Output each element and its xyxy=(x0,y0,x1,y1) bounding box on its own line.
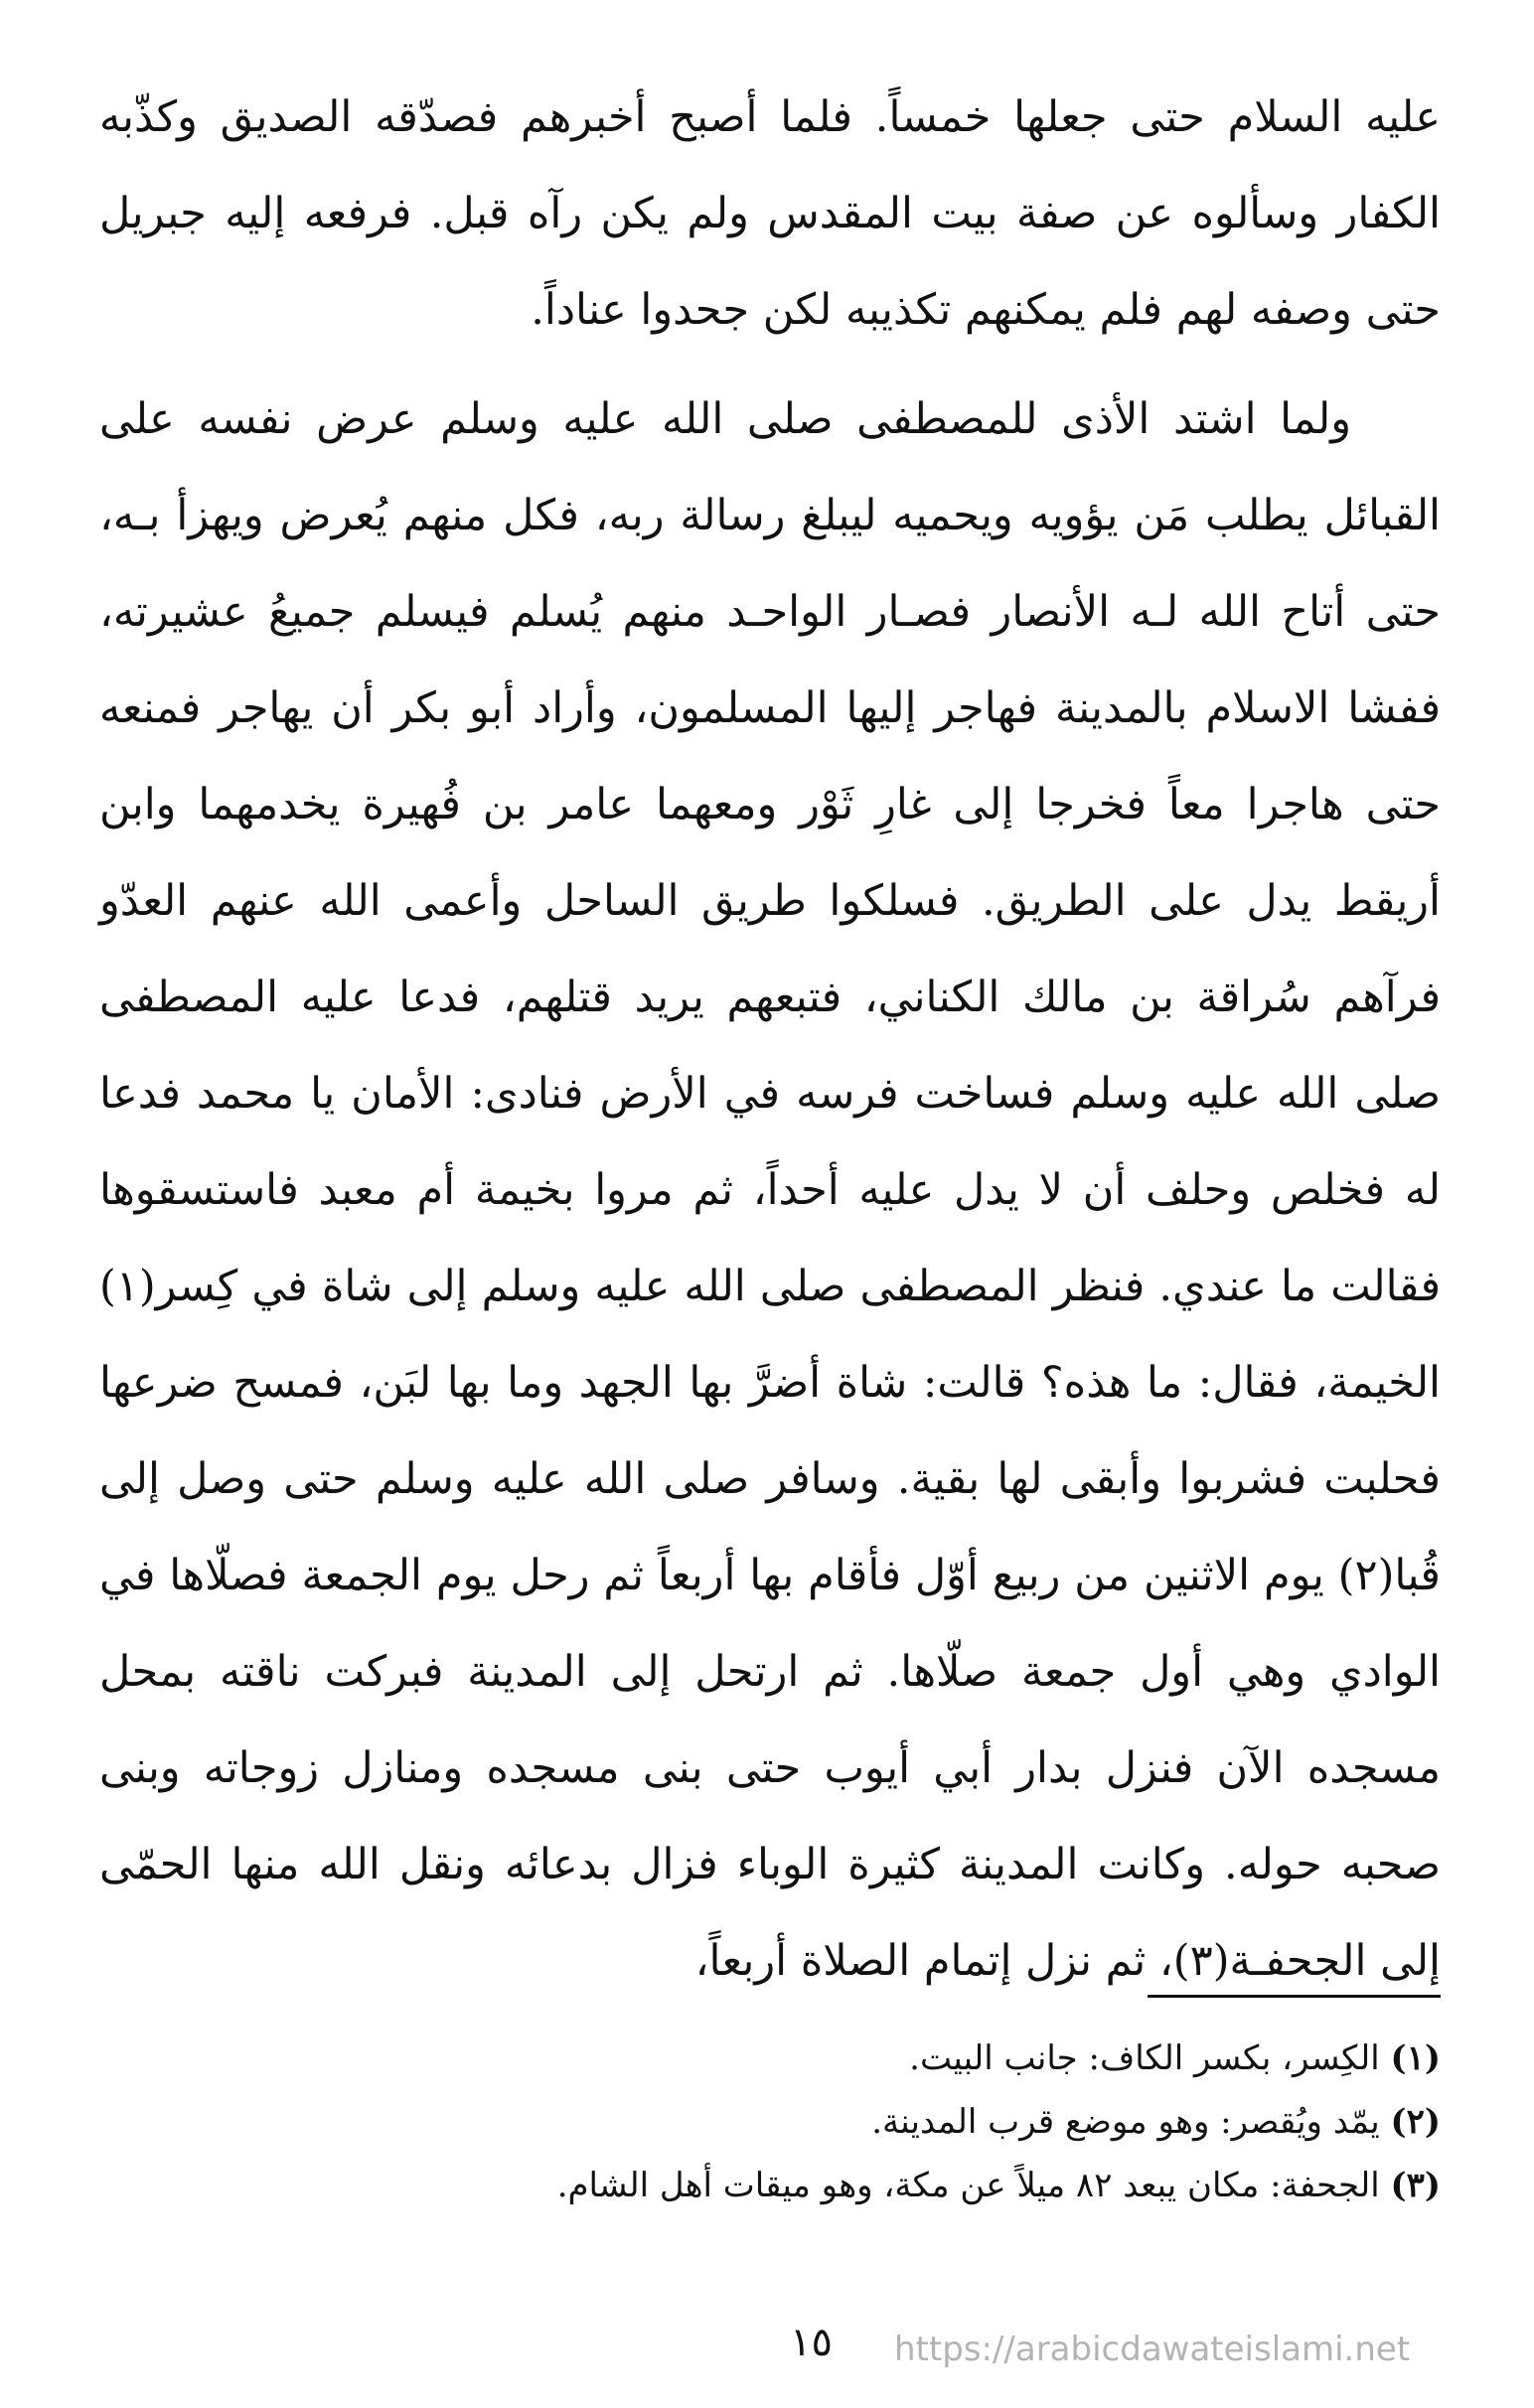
paragraph-2: ولما اشتد الأذى للمصطفى صلى الله عليه وسلم عرض نفسه على القبائل يطلب مَن يؤويه ويحميه ليبلغ رسالة ربه، فكل منهم يُعرض ويهزأ بـه، حتى أتاح الله لـه الأنصار فصـار الواحـد منهم يُسلم فيسلم جميعُ عشيرته، ففشا الاسلام بالمدينة فهاجر إليها المسلمون، وأراد أبو بكر أن يهاجر فمنعه حتى هاجرا معاً فخرجا إلى غارِ ثَوْر ومعهما عامر بن فُهيرة يخدمهما وابن أريقط يدل على الطريق. فسلكوا طريق الساحل وأعمى الله عنهم العدّو فرآهم سُراقة بن مالك الكناني، فتبعهم يريد قتلهم، فدعا عليه المصطفى صلى الله عليه وسلم فساخت فرسه في الأرض فنادى: الأمان يا محمد فدعا له فخلص وحلف أن لا يدل عليه أحداً، ثم مروا بخيمة أم معبد فاستسقوها فقالت ما عندي. فنظر المصطفى صلى الله عليه وسلم إلى شاة في كِسر(١) الخيمة، فقال: ما هذه؟ قالت: شاة أضرَّ بها الجهد وما بها لبَن، فمسح ضرعها فحلبت فشربوا وأبقى لها بقية. وسافر صلى الله عليه وسلم حتى وصل إلى قُبا(٢) يوم الاثنين من ربيع أوّل فأقام بها أربعاً ثم رحل يوم الجمعة فصلّاها في الوادي وهي أول جمعة صلّاها. ثم ارتحل إلى المدينة فبركت ناقته بمحل مسجده الآن فنزل بدار أبي أيوب حتى بنى مسجده ومنازل زوجاته وبنى صحبه حوله. وكانت المدينة كثيرة الوباء فزال بدعائه ونقل الله منها الحمّى إلى الجحفـة(٣)، ثم نزل إتمام الصلاة أربعاً، xyxy=(99,394,1441,1986)
footnote-text: الجحفة: مكان يبعد ٨٢ ميلاً عن مكة، وهو ميقات أهل الشام. xyxy=(556,2166,1380,2205)
footnote-text: الكِسر، بكسر الكاف: جانب البيت. xyxy=(909,2038,1380,2078)
footnote-number: (١) xyxy=(1390,2038,1441,2078)
footnotes xyxy=(298,2027,1441,2217)
paragraph-1: عليه السلام حتى جعلها خمساً. فلما أصبح أخبرهم فصدّقه الصديق وكذّبه الكفار وسألوه عن صفة بيت المقدس ولم يكن رآه قبل. فرفعه إليه جبريل حتى وصفه لهم فلم يمكنهم تكذيبه لكن جحدوا عناداً. xyxy=(99,92,1441,335)
page-number: ١٥ xyxy=(790,2320,833,2365)
footnote-number: (٣) xyxy=(1390,2166,1441,2205)
main-text xyxy=(99,70,1441,2010)
footnote-divider xyxy=(1148,1995,1441,1998)
footnote-1 xyxy=(298,2027,1441,2090)
footnote-3 xyxy=(298,2154,1441,2217)
footnote-2 xyxy=(298,2090,1441,2154)
website-watermark: https://arabicdawateislami.net xyxy=(894,2330,1411,2369)
footnote-number: (٢) xyxy=(1390,2102,1441,2142)
footnote-text: يمّد ويُقصر: وهو موضع قرب المدينة. xyxy=(871,2102,1380,2142)
